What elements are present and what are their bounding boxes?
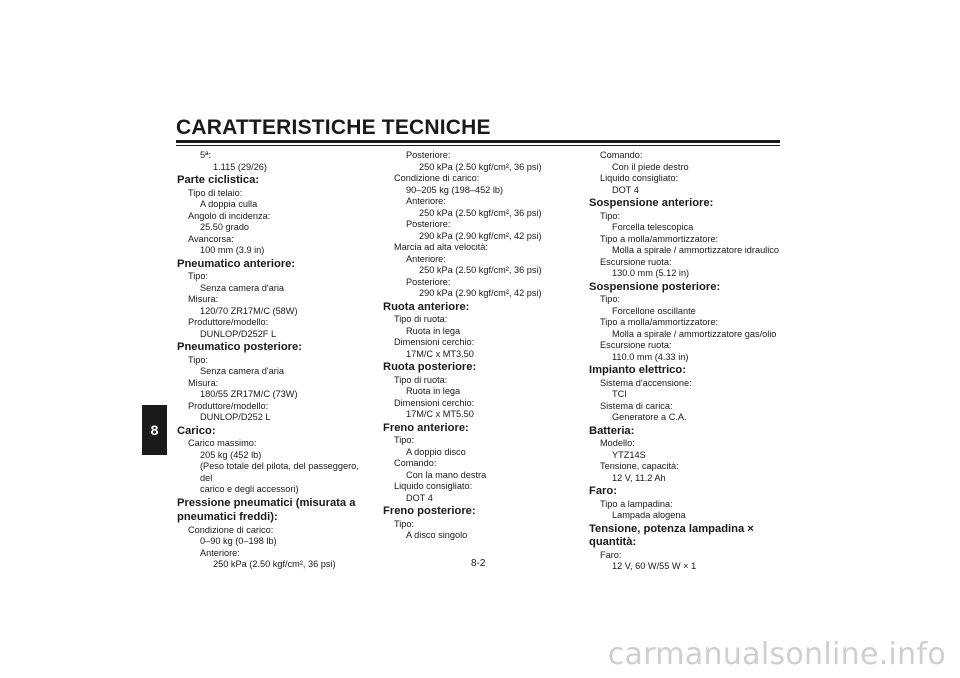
spec-column-2 [383, 150, 573, 542]
spec-line: Tipo di telaio: [188, 187, 243, 198]
spec-heading: Pressione pneumatici (misurata a [177, 496, 356, 509]
spec-line: Sistema d'accensione: [600, 377, 692, 388]
spec-line: Angolo di incidenza: [188, 210, 271, 221]
spec-line: Comando: [600, 150, 643, 160]
watermark-text: carmanualsonline.info [607, 637, 946, 672]
spec-line: (Peso totale del pilota, del passeggero, del [200, 461, 359, 483]
spec-line: Tipo: [188, 271, 209, 281]
spec-column-3 [589, 150, 789, 573]
spec-line: Forcella telescopica [612, 222, 694, 232]
spec-line: Misura: [188, 294, 219, 304]
spec-line: 1.115 (29/26) [213, 161, 267, 172]
spec-line: A doppio disco [406, 446, 466, 457]
spec-line: 180/55 ZR17M/C (73W) [200, 389, 298, 399]
spec-line: Tipo: [394, 518, 415, 529]
spec-line: 130.0 mm (5.12 in) [612, 268, 690, 278]
page-number: 8-2 [471, 558, 486, 569]
spec-line: 25.50 grado [200, 222, 250, 232]
spec-line: Escursione ruota: [600, 256, 672, 267]
spec-line: A disco singolo [406, 530, 468, 540]
page-title: CARATTERISTICHE TECNICHE [176, 116, 491, 139]
spec-line: Ruota in lega [406, 386, 461, 396]
spec-line: Tipo: [600, 210, 621, 221]
spec-heading: pneumatici freddi): [177, 511, 278, 523]
spec-line: Generatore a C.A. [612, 412, 687, 422]
spec-line: Tipo: [394, 435, 415, 445]
spec-line: Condizione di carico: [188, 524, 274, 535]
spec-line: Anteriore: [406, 253, 446, 264]
spec-line: Modello: [600, 438, 635, 448]
spec-heading: Batteria: [589, 424, 635, 437]
spec-line: Tipo a molla/ammortizzatore: [600, 233, 719, 244]
spec-line: DUNLOP/D252F L [200, 328, 277, 339]
spec-line: Condizione di carico: [394, 173, 480, 183]
spec-line: 12 V, 60 W/55 W × 1 [612, 561, 697, 571]
spec-line: Misura: [188, 377, 219, 388]
spec-line: Con il piede destro [612, 161, 689, 172]
spec-line: Marcia ad alta velocità: [394, 242, 488, 252]
spec-line: Escursione ruota: [600, 340, 672, 350]
spec-heading: Pneumatico anteriore: [177, 257, 296, 270]
spec-heading: Parte ciclistica: [177, 174, 260, 186]
spec-heading: Freno posteriore: [383, 505, 476, 517]
spec-line: 290 kPa (2.90 kgf/cm², 42 psi) [419, 230, 542, 241]
spec-line: Tipo a lampadina: [600, 498, 673, 509]
spec-line: Liquido consigliato: [394, 481, 473, 491]
spec-line: 17M/C x MT3.50 [406, 348, 474, 359]
spec-line: YTZ14S [612, 449, 646, 460]
spec-line: Tipo di ruota: [394, 374, 448, 385]
spec-line: Tensione, capacità: [600, 461, 679, 471]
spec-line: Comando: [394, 458, 437, 468]
spec-line: Senza camera d'aria [200, 282, 284, 293]
spec-line: Dimensioni cerchio: [394, 397, 475, 408]
header-rule-thick [176, 140, 780, 143]
spec-line: Faro: [600, 549, 622, 560]
spec-line: Tipo: [188, 354, 209, 365]
spec-heading: Faro: [589, 485, 617, 497]
spec-line: Con la mano destra [406, 469, 487, 480]
spec-heading: Freno anteriore: [383, 421, 469, 434]
chapter-tab [142, 405, 167, 455]
spec-line: Dimensioni cerchio: [394, 337, 475, 347]
spec-heading: Impianto elettrico: [589, 364, 686, 376]
spec-line: 0–90 kg (0–198 lb) [200, 536, 277, 546]
spec-line: DOT 4 [612, 184, 639, 195]
spec-heading: Carico: [177, 424, 216, 437]
spec-line: 290 kPa (2.90 kgf/cm², 42 psi) [419, 288, 542, 298]
spec-line: TCI [612, 389, 627, 399]
spec-heading: Sospensione anteriore: [589, 197, 714, 209]
spec-line: Lampada alogena [612, 510, 686, 520]
spec-line: 250 kPa (2.50 kgf/cm², 36 psi) [419, 207, 542, 218]
header-rule-thin [176, 145, 780, 146]
spec-column-1 [177, 150, 372, 571]
spec-line: A doppia culla [200, 199, 258, 209]
spec-line: Produttore/modello: [188, 317, 269, 327]
spec-line: 12 V, 11.2 Ah [612, 472, 666, 483]
spec-heading: Tensione, potenza lampadina × quantità: [589, 522, 754, 548]
spec-line: Posteriore: [406, 276, 451, 287]
spec-line: 250 kPa (2.50 kgf/cm², 36 psi) [419, 265, 542, 275]
spec-line: Molla a spirale / ammortizzatore idraulico [612, 245, 779, 255]
spec-line: 17M/C x MT5.50 [406, 409, 474, 419]
spec-line: Anteriore: [406, 196, 446, 206]
spec-line: 90–205 kg (198–452 lb) [406, 184, 504, 195]
spec-line: 250 kPa (2.50 kgf/cm², 36 psi) [419, 161, 542, 172]
spec-line: carico e degli accessori) [200, 484, 299, 494]
spec-line: 110.0 mm (4.33 in) [612, 351, 689, 362]
spec-line: 5ª: [200, 150, 212, 160]
spec-line: 100 mm (3.9 in) [200, 245, 265, 255]
spec-heading: Sospensione posteriore: [589, 280, 721, 293]
spec-line: 205 kg (452 lb) [200, 449, 262, 460]
spec-heading: Pneumatico posteriore: [177, 341, 302, 353]
spec-line: Avancorsa: [188, 233, 234, 244]
spec-line: Carico massimo: [188, 438, 257, 448]
spec-line: DOT 4 [406, 492, 433, 503]
spec-line: DUNLOP/D252 L [200, 412, 271, 422]
spec-line: Tipo: [600, 294, 621, 304]
spec-line: Ruota in lega [406, 325, 461, 336]
spec-line: 120/70 ZR17M/C (58W) [200, 305, 298, 316]
chapter-number: 8 [150, 422, 159, 438]
spec-line: Sistema di carica: [600, 400, 673, 411]
spec-line: Anteriore: [200, 547, 240, 558]
spec-line: Posteriore: [406, 219, 451, 229]
spec-heading: Ruota anteriore: [383, 300, 470, 313]
spec-line: Produttore/modello: [188, 400, 269, 411]
spec-heading: Ruota posteriore: [383, 361, 477, 373]
spec-line: Forcellone oscillante [612, 305, 696, 316]
spec-line: Tipo a molla/ammortizzatore: [600, 317, 719, 327]
spec-line: Posteriore: [406, 150, 451, 160]
spec-line: 250 kPa (2.50 kgf/cm², 36 psi) [213, 559, 336, 569]
spec-line: Molla a spirale / ammortizzatore gas/olio [612, 328, 777, 339]
spec-line: Liquido consigliato: [600, 173, 679, 183]
spec-line: Tipo di ruota: [394, 314, 448, 324]
spec-line: Senza camera d'aria [200, 366, 284, 376]
